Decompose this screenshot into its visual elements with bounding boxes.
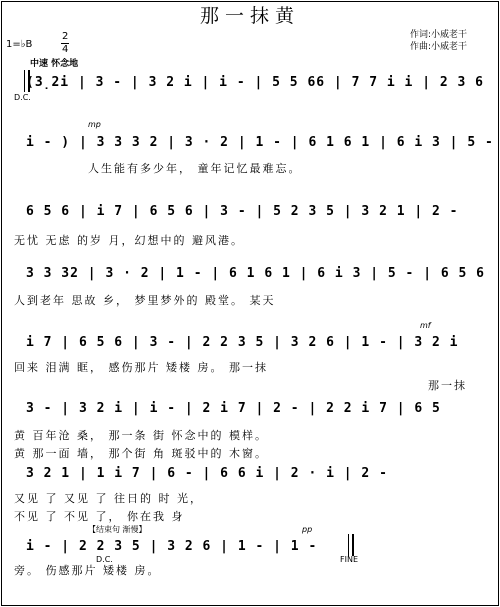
final-barline [348, 534, 354, 556]
lyrics-row-6-second: 黄 那一面 墙， 那个街 角 斑驳中的 木窗。 [14, 447, 268, 460]
lyrics-row-5: 回来 泪满 眶， 感伤那片 矮楼 房。 那一抹 [14, 361, 268, 374]
lyrics-row-3: 无忧 无虑 的岁 月，幻想中的 避风港。 [14, 234, 244, 247]
composer-credit: 作曲:小威老干 [410, 42, 468, 52]
fine-mark: FINE [340, 555, 358, 564]
score-row-7: 3 2 1 | 1 i 7 | 6 - | 6 6 i | 2 · i | 2 - [26, 466, 388, 481]
score-row-3: 6 5 6 | i 7 | 6 5 6 | 3 - | 5 2 3 5 | 3 2 1 | 2 - [26, 204, 459, 219]
score-row-2: i - ) | 3 3 3 2 | 3 · 2 | 1 - | 6 1 6 1 | 6 i 3 | 5 - [26, 135, 494, 150]
key-signature: 1=♭B [6, 39, 33, 50]
ending-annotation: 【结束句 渐慢】 [88, 525, 147, 534]
song-title: 那一抹黄 [199, 5, 300, 27]
lyricist-credit: 作词:小威老干 [410, 30, 468, 40]
lyrics-row-7: 又见 了 又见 了 往日的 时 光， [14, 492, 203, 505]
score-row-6: 3 - | 3 2 i | i - | 2 i 7 | 2 - | 2 2 i 7 | 6 5 [26, 401, 441, 416]
dc-mark-top: D.C. [14, 93, 31, 102]
dc-mark-bottom: D.C. [96, 555, 113, 564]
score-row-1: (3̣2i | 3 - | 3 2 i | i - | 5 5 66 | 7 7 i i | 2 3 6 [26, 75, 484, 90]
lyrics-row-5-second: 那一抹 [428, 379, 467, 392]
lyrics-row-4: 人到老年 思故 乡， 梦里梦外的 殿堂。 某天 [14, 294, 276, 307]
score-row-8: i - | 2 2 3 5 | 3 2 6 | 1 - | 1 - [26, 539, 318, 554]
lyrics-row-8: 旁。 伤感那片 矮楼 房。 [14, 564, 161, 577]
score-row-5: i 7 | 6 5 6 | 3 - | 2 2 3 5 | 3 2 6 | 1 - | 3 2 i [26, 335, 459, 350]
score-row-4: 3 3 32 | 3 · 2 | 1 - | 6 1 6 1 | 6 i 3 | 5 - | 6 5 6 [26, 266, 485, 281]
time-sig-denominator: 4 [62, 44, 69, 55]
repeat-bar [24, 70, 30, 92]
lyrics-row-7-second: 不见 了 不见 了， 你在我 身 [14, 510, 185, 523]
mf-dynamic: mf [420, 321, 431, 330]
tempo-marking: 中速 怀念地 [30, 59, 79, 69]
mp-dynamic: mp [88, 120, 101, 129]
time-sig-numerator: 2 [62, 31, 69, 42]
lyrics-row-2: 人生能有多少年， 童年记忆最难忘。 [88, 162, 302, 175]
lyrics-row-6: 黄 百年沧 桑， 那一条 街 怀念中的 模样。 [14, 429, 268, 442]
pp-dynamic: pp [302, 525, 313, 534]
